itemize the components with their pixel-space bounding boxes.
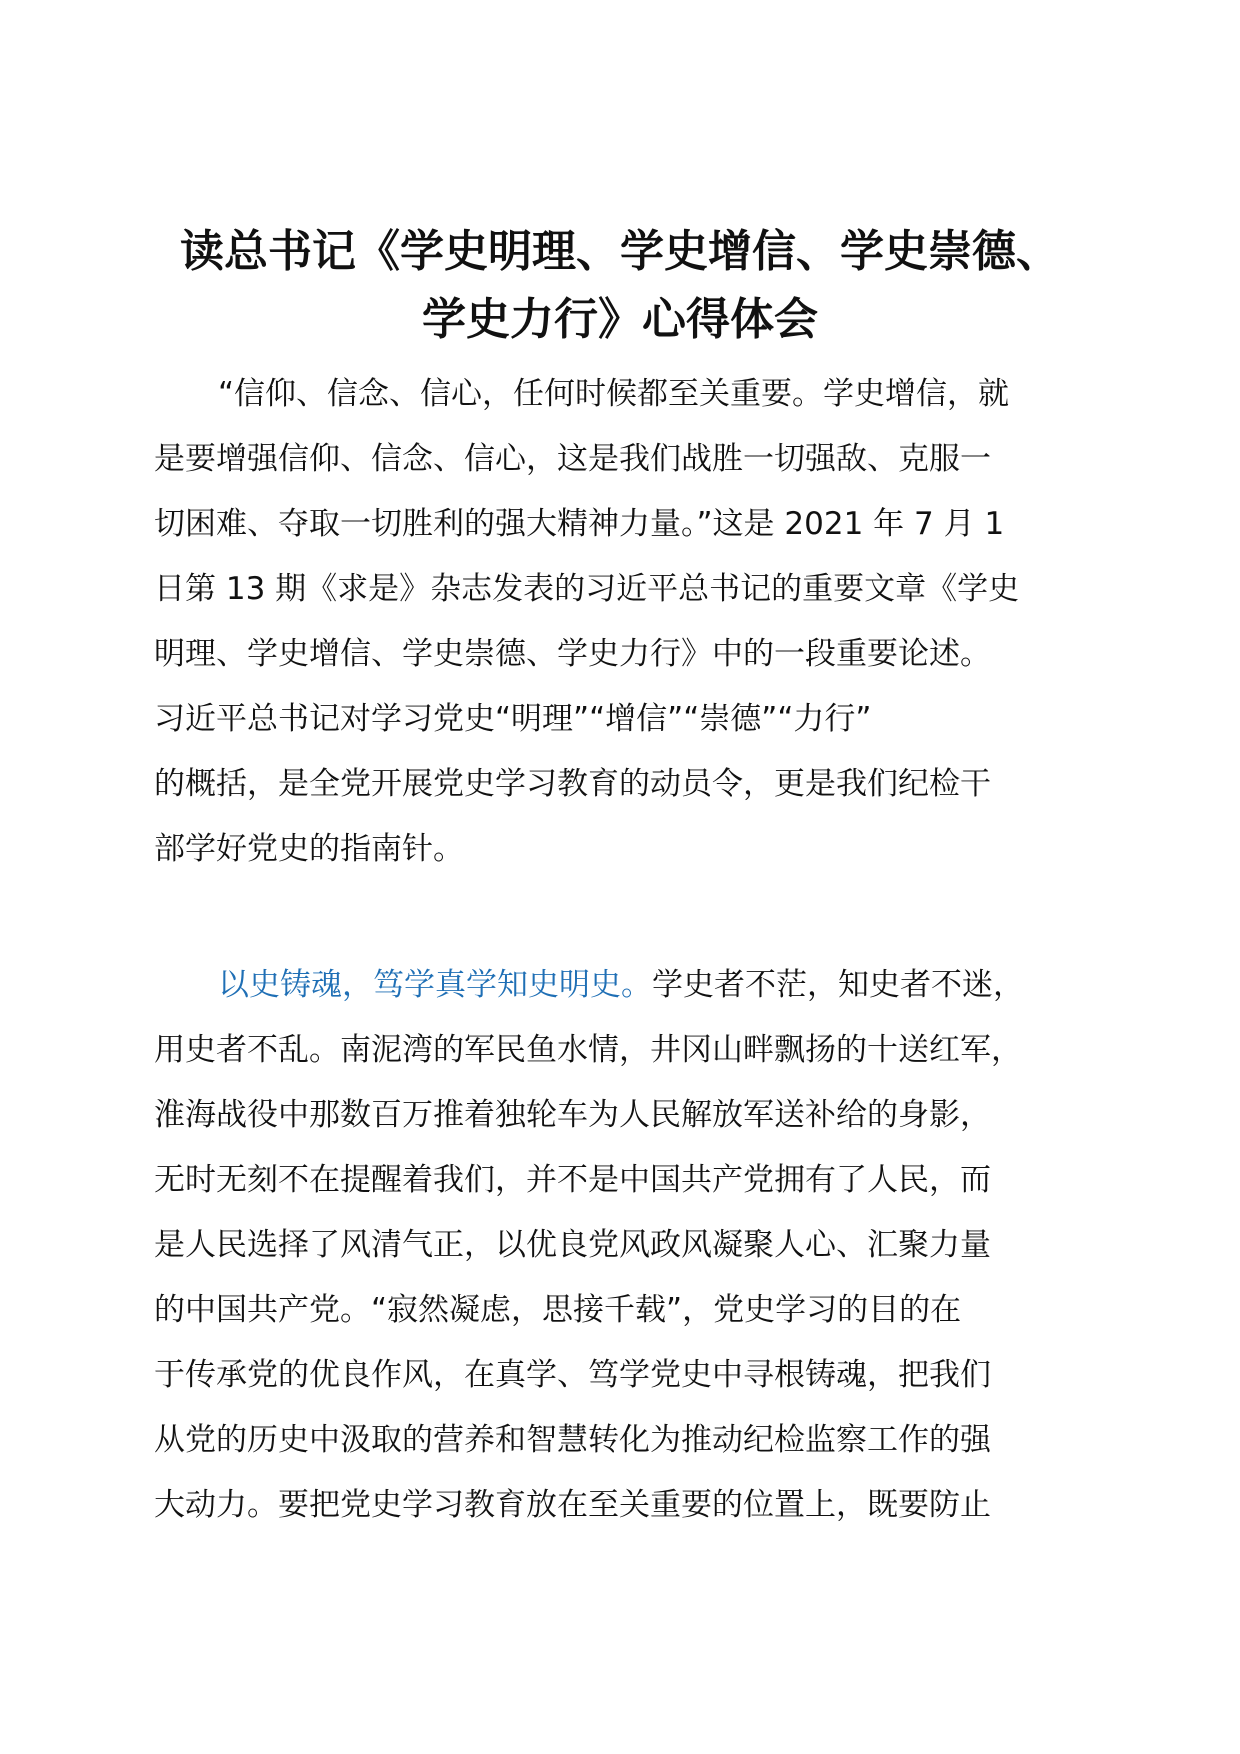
- paragraph-line: 明理、学史增信、学史崇德、学史力行》中的一段重要论述。: [154, 636, 991, 672]
- paragraph-line: 大动力。要把党史学习教育放在至关重要的位置上，既要防止: [154, 1487, 991, 1523]
- paragraph-line: “信仰、信念、信心，任何时候都至关重要。学史增信，就: [218, 376, 1010, 412]
- paragraph-line: 无时无刻不在提醒着我们，并不是中国共产党拥有了人民，而: [154, 1162, 991, 1198]
- paragraph-line: 的概括，是全党开展党史学习教育的动员令，更是我们纪检干: [154, 766, 991, 802]
- paragraph-line: 从党的历史中汲取的营养和智慧转化为推动纪检监察工作的强: [154, 1422, 991, 1458]
- paragraph-line: 用史者不乱。南泥湾的军民鱼水情，井冈山畔飘扬的十送红军，: [154, 1032, 1022, 1068]
- paragraph-intro: [154, 362, 1084, 882]
- paragraph-line: 日第 13 期《求是》杂志发表的习近平总书记的重要文章《学史: [154, 571, 1020, 607]
- paragraph-line: 淮海战役中那数百万推着独轮车为人民解放军送补给的身影，: [154, 1097, 991, 1133]
- paragraph-line: 习近平总书记对学习党史“明理”“增信”“崇德”“力行”: [154, 701, 872, 737]
- paragraph-line: 切困难、夺取一切胜利的强大精神力量。”这是 2021 年 7 月 1: [154, 506, 1005, 542]
- paragraph-line: 是人民选择了风清气正，以优良党风政风凝聚人心、汇聚力量: [154, 1227, 991, 1263]
- first-line-text: 学史者不茫，知史者不迷，: [652, 967, 1024, 1003]
- paragraph-line: 的中国共产党。“寂然凝虑，思接千载”，党史学习的目的在: [154, 1292, 962, 1328]
- section-heading: 以史铸魂，笃学真学知史明史。: [218, 967, 652, 1003]
- title-line-2: 学史力行》心得体会: [422, 294, 818, 345]
- paragraph-line: 部学好党史的指南针。: [154, 831, 464, 867]
- title-line-1: 读总书记《学史明理、学史增信、学史崇德、: [180, 226, 1060, 277]
- document-title: [130, 218, 1110, 354]
- paragraph-section-1: [154, 953, 1084, 1538]
- paragraph-first-line: [154, 953, 1084, 1018]
- paragraph-line: 是要增强信仰、信念、信心，这是我们战胜一切强敌、克服一: [154, 441, 991, 477]
- paragraph-line: 于传承党的优良作风，在真学、笃学党史中寻根铸魂，把我们: [154, 1357, 991, 1393]
